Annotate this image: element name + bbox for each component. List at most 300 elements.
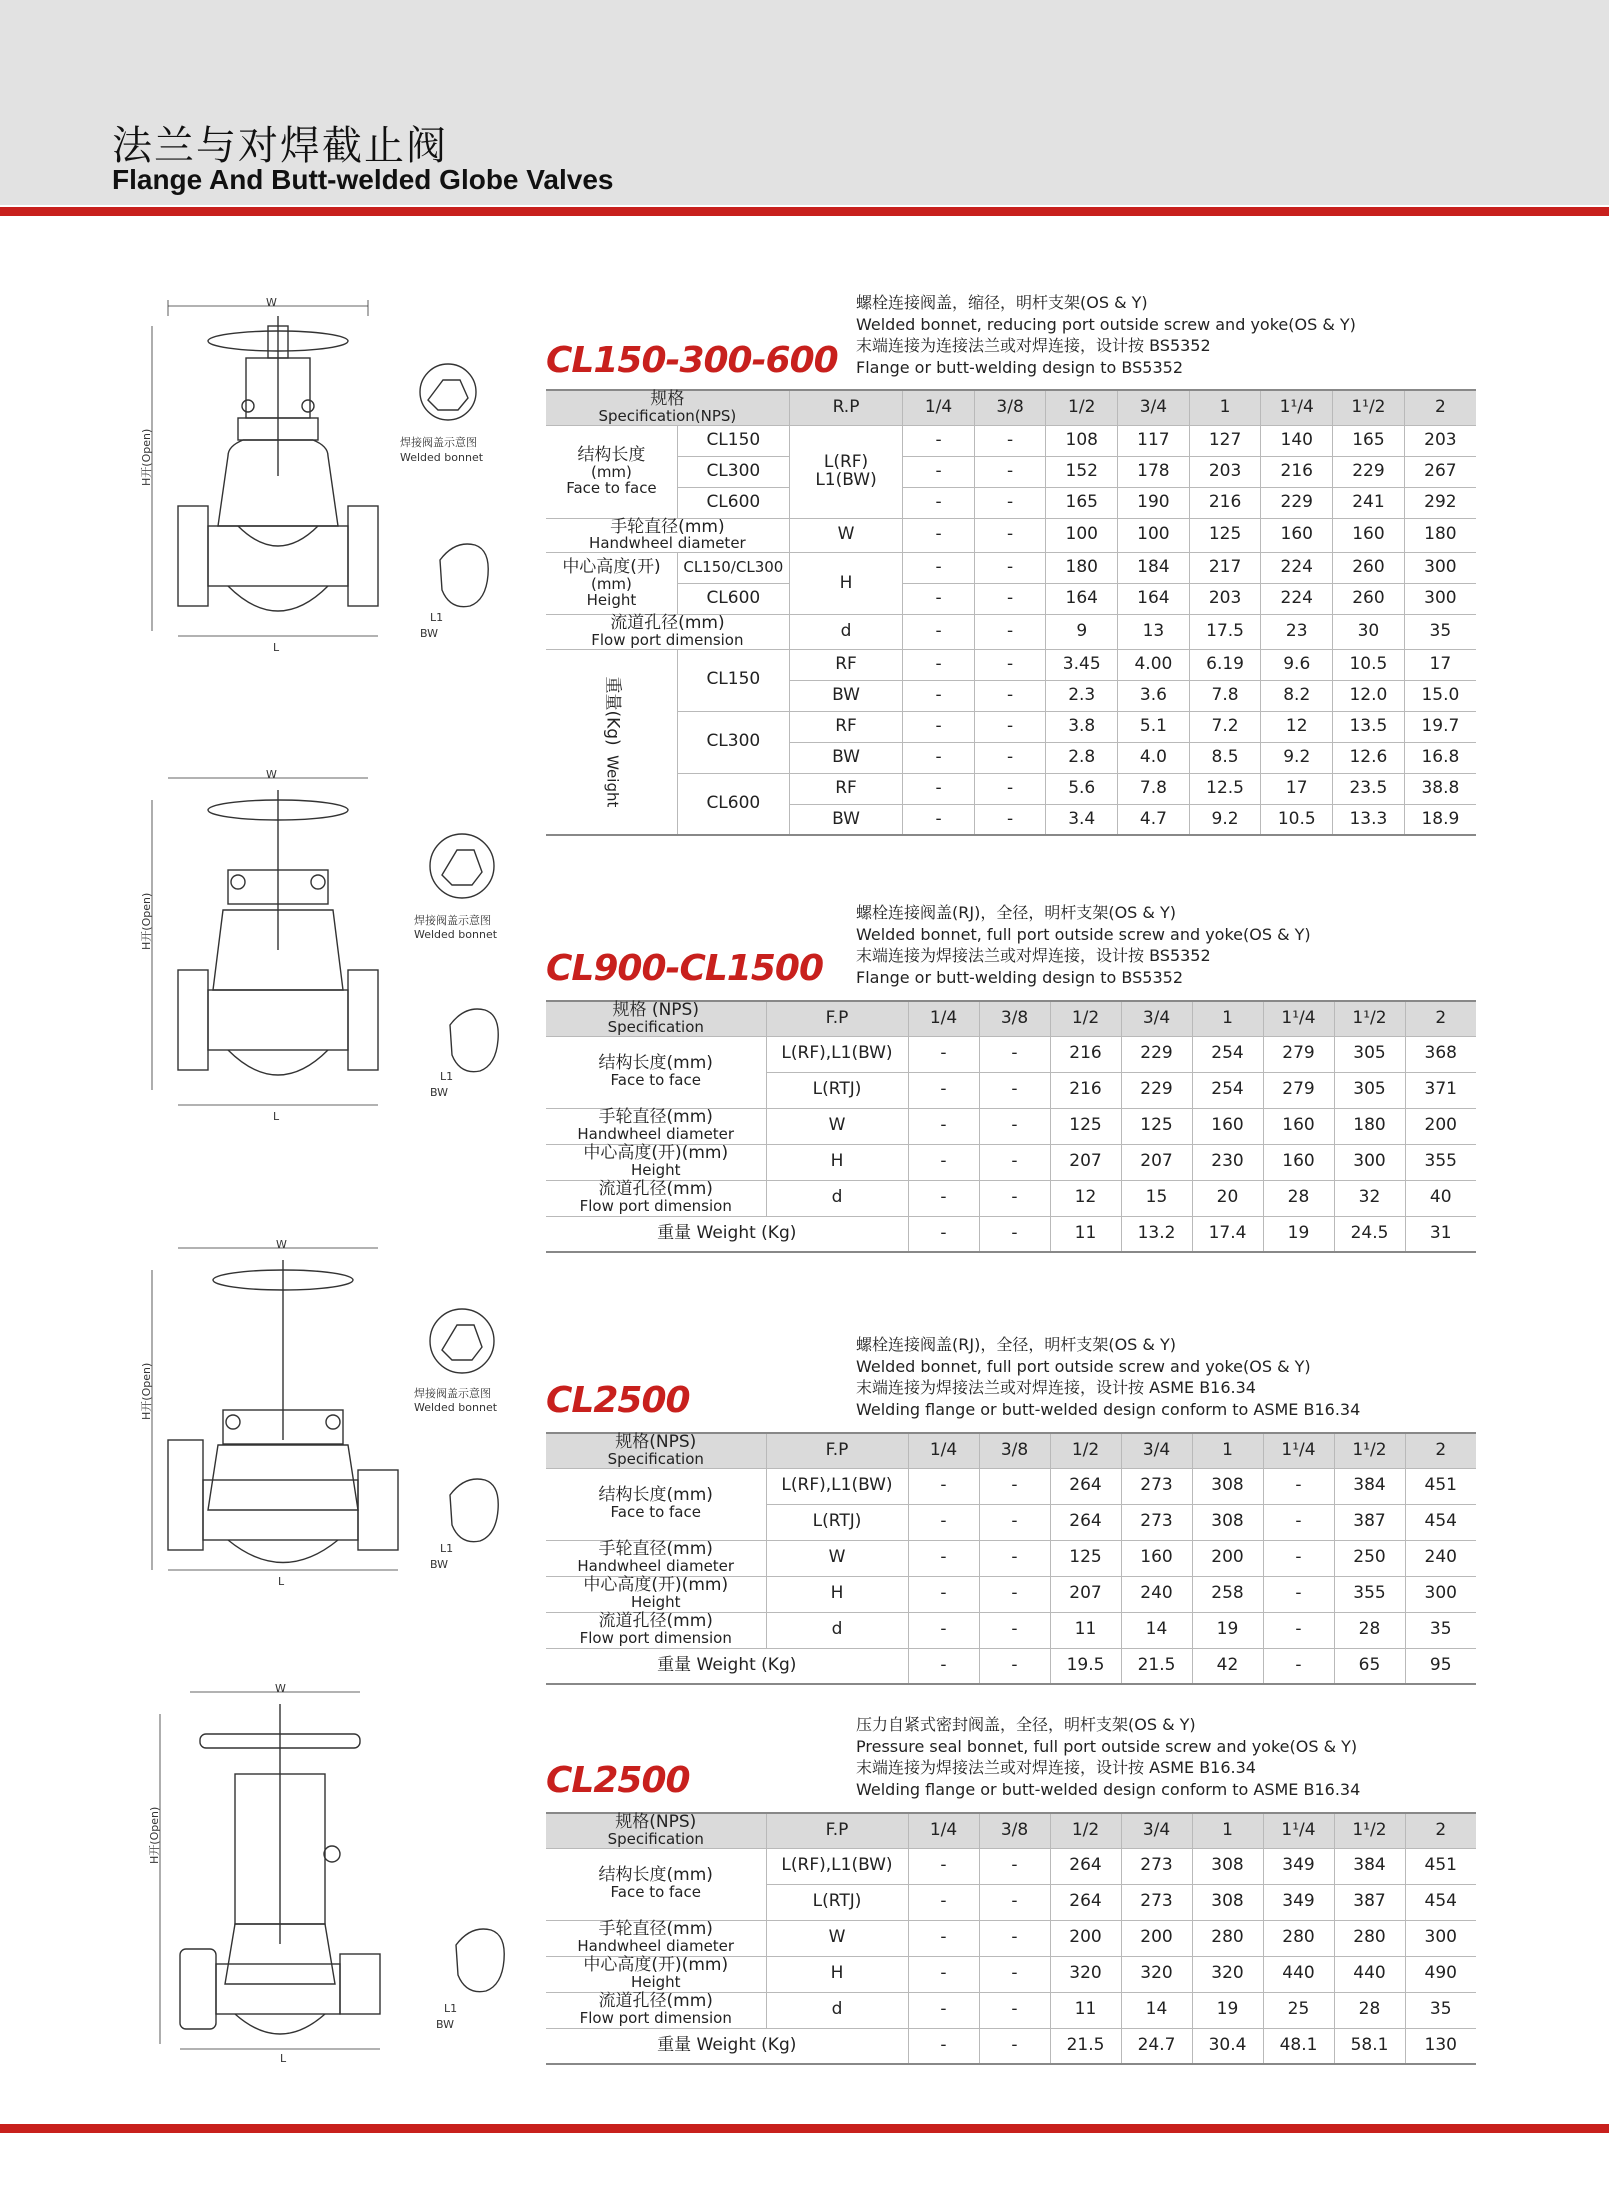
table-cell: 9.2 (1189, 804, 1261, 835)
weight-label: 重量 Weight (Kg) (546, 2028, 908, 2064)
size-header: 2 (1405, 1813, 1476, 1848)
ftf-label: 结构长度(mm) Face to face (546, 1848, 766, 1920)
flowport-symbol: d (789, 615, 902, 650)
table-cell: 207 (1121, 1144, 1192, 1180)
table-cell: 160 (1333, 518, 1405, 553)
spec-table-2 (546, 1000, 1476, 1253)
table-cell: 11 (1050, 1216, 1121, 1252)
table-cell: 240 (1405, 1540, 1476, 1576)
hw-symbol: W (766, 1540, 908, 1576)
flowport-label: 流道孔径(mm) Flow port dimension (546, 615, 789, 650)
size-header: 3/8 (979, 1813, 1050, 1848)
ftf-label: 结构长度 (mm) Face to face (546, 425, 677, 518)
page-title-en: Flange And Butt-welded Globe Valves (112, 164, 614, 195)
hw-label: 手轮直径(mm) Handwheel diameter (546, 1540, 766, 1576)
table-cell: 280 (1263, 1920, 1334, 1956)
spec-header: 规格(NPS) Specification (546, 1433, 766, 1468)
table-row (546, 1180, 1476, 1216)
table-row (546, 615, 1476, 650)
table-cell: 12.5 (1189, 773, 1261, 804)
table-cell: 454 (1405, 1884, 1476, 1920)
bonnet-label-cn-2: 焊接阀盖示意图 (414, 914, 491, 927)
series-description-3 (856, 1334, 1360, 1420)
table-cell: 28 (1334, 1612, 1405, 1648)
table-cell: - (908, 1920, 979, 1956)
table-row (546, 553, 1476, 584)
bw-end-detail-1 (420, 530, 510, 645)
table-cell: 19 (1192, 1992, 1263, 2028)
weight-label-cn: 重量(Kg) (602, 676, 623, 746)
dim-w-4: W (275, 1684, 286, 1695)
height-symbol: H (766, 1576, 908, 1612)
height-label: 中心高度(开)(mm) Height (546, 1956, 766, 1992)
ftf-label: 结构长度(mm) Face to face (546, 1468, 766, 1540)
size-header: 1/2 (1046, 390, 1118, 425)
table-row (546, 1956, 1476, 1992)
table-cell: 165 (1046, 487, 1118, 518)
height-symbol: H (766, 1956, 908, 1992)
table-cell: - (979, 1956, 1050, 1992)
table-cell: 273 (1121, 1468, 1192, 1504)
table-cell: - (908, 1036, 979, 1072)
dim-h-2: H开(Open) (140, 892, 153, 950)
table-cell: 19 (1263, 1216, 1334, 1252)
table-row (546, 773, 1476, 804)
table-cell: - (979, 1848, 1050, 1884)
table-cell: 23.5 (1333, 773, 1405, 804)
table-cell: 264 (1050, 1468, 1121, 1504)
table-cell: 184 (1118, 553, 1190, 584)
table-cell: 13.3 (1333, 804, 1405, 835)
size-header: 1¹/2 (1334, 1433, 1405, 1468)
table-cell: - (974, 425, 1046, 456)
table-cell: 152 (1046, 456, 1118, 487)
table-row (546, 1848, 1476, 1884)
table-cell: - (903, 680, 975, 711)
table-cell: - (908, 1576, 979, 1612)
page-header (0, 0, 1609, 205)
table-cell: 4.7 (1118, 804, 1190, 835)
table-cell: 180 (1334, 1108, 1405, 1144)
dim-w-3: W (276, 1240, 287, 1251)
class-cell: CL150 (677, 425, 789, 456)
table-cell: 3.45 (1046, 649, 1118, 680)
table-cell: 384 (1334, 1848, 1405, 1884)
table-cell: 9.2 (1261, 742, 1333, 773)
table-cell: 264 (1050, 1504, 1121, 1540)
table-cell: 125 (1050, 1540, 1121, 1576)
table-cell: 279 (1263, 1072, 1334, 1108)
height-symbol: H (766, 1144, 908, 1180)
table-cell: 224 (1261, 553, 1333, 584)
table-cell: 14 (1121, 1612, 1192, 1648)
table-cell: 7.8 (1118, 773, 1190, 804)
table-row (546, 1648, 1476, 1684)
table-cell: 2.8 (1046, 742, 1118, 773)
size-header: 3/8 (974, 390, 1046, 425)
size-header: 1¹/4 (1263, 1433, 1334, 1468)
size-header: 2 (1405, 1001, 1476, 1036)
table-header-row (546, 1001, 1476, 1036)
table-cell: 28 (1334, 1992, 1405, 2028)
size-header: 1/4 (908, 1433, 979, 1468)
valve-drawing-1 (128, 296, 428, 666)
table-cell: 320 (1192, 1956, 1263, 1992)
flowport-symbol: d (766, 1180, 908, 1216)
height-label: 中心高度(开)(mm) Height (546, 1144, 766, 1180)
table-cell: - (974, 711, 1046, 742)
table-cell: 384 (1334, 1468, 1405, 1504)
size-header: 3/4 (1118, 390, 1190, 425)
header-divider (0, 207, 1609, 216)
size-header: 1/4 (908, 1813, 979, 1848)
flowport-symbol: d (766, 1992, 908, 2028)
col-rp-header: R.P (789, 390, 902, 425)
table-cell: - (903, 615, 975, 650)
table-cell: 17.4 (1192, 1216, 1263, 1252)
bonnet-detail-3 (412, 1305, 522, 1420)
end-type: RF (789, 711, 902, 742)
table-cell: 279 (1263, 1036, 1334, 1072)
col-fp-header: F.P (766, 1001, 908, 1036)
page-title-cn: 法兰与对焊截止阀 (112, 123, 448, 169)
table-header-row (546, 390, 1476, 425)
table-cell: - (903, 425, 975, 456)
bonnet-detail-2 (412, 830, 522, 945)
footer-divider (0, 2124, 1609, 2133)
end-type: BW (789, 680, 902, 711)
table-cell: - (974, 487, 1046, 518)
table-cell: 19.5 (1050, 1648, 1121, 1684)
table-cell: 100 (1046, 518, 1118, 553)
spec-table-4 (546, 1812, 1476, 2065)
table-cell: 200 (1121, 1920, 1192, 1956)
table-cell: 5.1 (1118, 711, 1190, 742)
dim-bw-4: BW (436, 2018, 455, 2030)
table-row (546, 1108, 1476, 1144)
table-cell: 3.8 (1046, 711, 1118, 742)
table-cell: 11 (1050, 1992, 1121, 2028)
table-cell: 13 (1118, 615, 1190, 650)
table-cell: 160 (1192, 1108, 1263, 1144)
table-cell: 15 (1121, 1180, 1192, 1216)
series-description-1 (856, 292, 1356, 378)
table-cell: 30.4 (1192, 2028, 1263, 2064)
table-cell: 308 (1192, 1848, 1263, 1884)
table-cell: 13.2 (1121, 1216, 1192, 1252)
flowport-label: 流道孔径(mm) Flow port dimension (546, 1180, 766, 1216)
table-cell: - (979, 1468, 1050, 1504)
table-cell: - (974, 584, 1046, 615)
table-cell: 217 (1189, 553, 1261, 584)
table-cell: 28 (1263, 1180, 1334, 1216)
table-cell: 12 (1261, 711, 1333, 742)
table-cell: 250 (1334, 1540, 1405, 1576)
dim-l1-2: L1 (440, 1070, 454, 1083)
table-cell: 13.5 (1333, 711, 1405, 742)
bonnet-detail-1 (398, 360, 508, 470)
table-cell: - (979, 1992, 1050, 2028)
table-cell: - (908, 1992, 979, 2028)
table-cell: - (979, 1920, 1050, 1956)
table-cell: 7.8 (1189, 680, 1261, 711)
ftf-symbol: L(RTJ) (766, 1884, 908, 1920)
desc-line: Pressure seal bonnet, full port outside screw and yoke(OS & Y) (856, 1736, 1358, 1756)
table-cell: 200 (1050, 1920, 1121, 1956)
table-cell: 280 (1192, 1920, 1263, 1956)
size-header: 1 (1192, 1813, 1263, 1848)
table-cell: 216 (1189, 487, 1261, 518)
table-cell: 31 (1405, 1216, 1476, 1252)
table-cell: 300 (1405, 1920, 1476, 1956)
table-cell: - (974, 553, 1046, 584)
size-header: 3/8 (979, 1433, 1050, 1468)
size-header: 1¹/2 (1334, 1001, 1405, 1036)
table-cell: 17 (1404, 649, 1476, 680)
table-cell: - (974, 518, 1046, 553)
table-cell: 160 (1121, 1540, 1192, 1576)
dim-h-1: H开(Open) (140, 428, 153, 486)
col-fp-header: F.P (766, 1433, 908, 1468)
table-cell: 4.0 (1118, 742, 1190, 773)
table-cell: 216 (1261, 456, 1333, 487)
table-cell: 25 (1263, 1992, 1334, 2028)
table-cell: 20 (1192, 1180, 1263, 1216)
flowport-label: 流道孔径(mm) Flow port dimension (546, 1612, 766, 1648)
table-cell: 16.8 (1404, 742, 1476, 773)
ftf-symbol: L(RF),L1(BW) (766, 1848, 908, 1884)
table-cell: 355 (1334, 1576, 1405, 1612)
table-cell: 8.5 (1189, 742, 1261, 773)
table-cell: 440 (1334, 1956, 1405, 1992)
desc-line: Welding flange or butt-welded design conform to ASME B16.34 (856, 1779, 1361, 1799)
table-cell: 165 (1333, 425, 1405, 456)
table-cell: 203 (1404, 425, 1476, 456)
desc-line: 末端连接为焊接法兰或对焊连接，设计按 BS5352 (856, 946, 1211, 965)
size-header: 1/2 (1050, 1433, 1121, 1468)
table-row (546, 1576, 1476, 1612)
table-cell: - (979, 1648, 1050, 1684)
table-cell: 355 (1405, 1144, 1476, 1180)
table-cell: 160 (1263, 1144, 1334, 1180)
table-cell: 125 (1189, 518, 1261, 553)
end-type: RF (789, 649, 902, 680)
table-cell: 229 (1121, 1036, 1192, 1072)
end-type: BW (789, 804, 902, 835)
table-cell: 8.2 (1261, 680, 1333, 711)
size-header: 2 (1404, 390, 1476, 425)
table-row (546, 425, 1476, 456)
table-cell: 349 (1263, 1884, 1334, 1920)
table-cell: 4.00 (1118, 649, 1190, 680)
table-cell: 127 (1189, 425, 1261, 456)
height-label: 中心高度(开) (mm) Height (546, 553, 677, 615)
spec-header: 规格 (NPS) Specification (546, 1001, 766, 1036)
ftf-symbol: L(RF),L1(BW) (766, 1468, 908, 1504)
table-cell: 21.5 (1121, 1648, 1192, 1684)
size-header: 1¹/4 (1263, 1813, 1334, 1848)
table-cell: 3.4 (1046, 804, 1118, 835)
table-cell: 5.6 (1046, 773, 1118, 804)
table-cell: - (979, 1576, 1050, 1612)
table-cell: 240 (1121, 1576, 1192, 1612)
flowport-symbol: d (766, 1612, 908, 1648)
table-cell: 308 (1192, 1504, 1263, 1540)
table-cell: 349 (1263, 1848, 1334, 1884)
dim-l-2: L (273, 1110, 280, 1123)
size-header: 1 (1192, 1433, 1263, 1468)
table-cell: - (974, 649, 1046, 680)
table-cell: 178 (1118, 456, 1190, 487)
size-header: 1¹/4 (1261, 390, 1333, 425)
series-description-2 (856, 902, 1311, 988)
table-cell: 229 (1261, 487, 1333, 518)
class-cell: CL600 (677, 487, 789, 518)
table-cell: 180 (1046, 553, 1118, 584)
table-cell: - (979, 1108, 1050, 1144)
class-cell: CL150/CL300 (677, 553, 789, 584)
desc-line: 末端连接为连接法兰或对焊连接，设计按 BS5352 (856, 336, 1211, 355)
table-cell: 207 (1050, 1144, 1121, 1180)
hw-label: 手轮直径(mm) Handwheel diameter (546, 1108, 766, 1144)
table-cell: 300 (1334, 1144, 1405, 1180)
dim-w-1: W (266, 296, 277, 309)
end-type: RF (789, 773, 902, 804)
table-cell: 11 (1050, 1612, 1121, 1648)
hw-label: 手轮直径(mm) Handwheel diameter (546, 1920, 766, 1956)
series-title-1: CL150-300-600 (546, 340, 838, 381)
table-cell: 203 (1189, 584, 1261, 615)
table-cell: 3.6 (1118, 680, 1190, 711)
table-cell: 260 (1333, 553, 1405, 584)
table-row (546, 1612, 1476, 1648)
desc-line: Welded bonnet, reducing port outside screw and yoke(OS & Y) (856, 314, 1356, 334)
table-cell: 320 (1050, 1956, 1121, 1992)
desc-line: 末端连接为焊接法兰或对焊连接，设计按 ASME B16.34 (856, 1758, 1256, 1777)
table-cell: 23 (1261, 615, 1333, 650)
desc-line: 螺栓连接阀盖，缩径，明杆支架(OS & Y) (856, 293, 1148, 312)
table-cell: 18.9 (1404, 804, 1476, 835)
table-row (546, 1468, 1476, 1504)
hw-symbol: W (766, 1920, 908, 1956)
table-cell: 12 (1050, 1180, 1121, 1216)
desc-line: 末端连接为焊接法兰或对焊连接，设计按 ASME B16.34 (856, 1378, 1256, 1397)
desc-line: Flange or butt-welding design to BS5352 (856, 357, 1183, 377)
dim-l-1: L (273, 641, 280, 654)
bonnet-label-cn-1: 焊接阀盖示意图 (400, 436, 477, 449)
table-cell: - (908, 1504, 979, 1540)
table-cell: - (908, 1540, 979, 1576)
table-cell: - (979, 1216, 1050, 1252)
table-cell: 264 (1050, 1848, 1121, 1884)
table-cell: - (974, 804, 1046, 835)
table-cell: - (903, 487, 975, 518)
table-cell: 7.2 (1189, 711, 1261, 742)
dim-h-4: H开(Open) (148, 1806, 161, 1864)
table-cell: - (908, 1468, 979, 1504)
desc-line: Welded bonnet, full port outside screw and yoke(OS & Y) (856, 1356, 1311, 1376)
size-header: 1 (1192, 1001, 1263, 1036)
table-cell: 305 (1334, 1036, 1405, 1072)
spec-table-1 (546, 389, 1476, 836)
size-header: 1/4 (903, 390, 975, 425)
table-cell: 300 (1404, 553, 1476, 584)
table-cell: - (903, 773, 975, 804)
table-cell: - (903, 804, 975, 835)
table-cell: 258 (1192, 1576, 1263, 1612)
size-header: 1¹/4 (1263, 1001, 1334, 1036)
table-cell: 305 (1334, 1072, 1405, 1108)
table-cell: 273 (1121, 1504, 1192, 1540)
table-cell: 10.5 (1261, 804, 1333, 835)
table-cell: 368 (1405, 1036, 1476, 1072)
ftf-label: 结构长度(mm) Face to face (546, 1036, 766, 1108)
table-cell: - (903, 553, 975, 584)
table-cell: 308 (1192, 1884, 1263, 1920)
dim-l1-3: L1 (440, 1542, 454, 1555)
table-cell: 10.5 (1333, 649, 1405, 680)
table-cell: - (974, 615, 1046, 650)
table-cell: - (979, 1180, 1050, 1216)
table-cell: 58.1 (1334, 2028, 1405, 2064)
table-cell: 164 (1118, 584, 1190, 615)
table-cell: 454 (1405, 1504, 1476, 1540)
table-cell: 130 (1405, 2028, 1476, 2064)
dim-bw-3: BW (430, 1558, 449, 1571)
ftf-symbol: L(RF),L1(BW) (766, 1036, 908, 1072)
hw-symbol: W (766, 1108, 908, 1144)
table-cell: 308 (1192, 1468, 1263, 1504)
table-cell: - (908, 1848, 979, 1884)
table-cell: 35 (1404, 615, 1476, 650)
table-cell: 203 (1189, 456, 1261, 487)
table-cell: 6.19 (1189, 649, 1261, 680)
table-cell: 19.7 (1404, 711, 1476, 742)
table-cell: 19 (1192, 1612, 1263, 1648)
table-cell: 65 (1334, 1648, 1405, 1684)
size-header: 1/4 (908, 1001, 979, 1036)
table-cell: 300 (1404, 584, 1476, 615)
table-header-row (546, 1433, 1476, 1468)
table-cell: - (908, 1612, 979, 1648)
table-cell: 387 (1334, 1884, 1405, 1920)
bw-end-detail-3 (430, 1470, 520, 1580)
table-cell: - (979, 1504, 1050, 1540)
table-row (546, 1920, 1476, 1956)
table-cell: 207 (1050, 1576, 1121, 1612)
table-cell: 229 (1333, 456, 1405, 487)
height-symbol: H (789, 553, 902, 615)
table-cell: 14 (1121, 1992, 1192, 2028)
table-cell: 12.6 (1333, 742, 1405, 773)
table-cell: 371 (1405, 1072, 1476, 1108)
desc-line: 压力自紧式密封阀盖，全径，明杆支架(OS & Y) (856, 1715, 1196, 1734)
table-cell: - (974, 456, 1046, 487)
dim-bw-1: BW (420, 627, 439, 640)
table-cell: 224 (1261, 584, 1333, 615)
weight-label (546, 649, 677, 835)
class-cell: CL300 (677, 456, 789, 487)
table-cell: 30 (1333, 615, 1405, 650)
bonnet-label-en-2: Welded bonnet (414, 928, 498, 941)
table-cell: 440 (1263, 1956, 1334, 1992)
table-cell: - (1263, 1468, 1334, 1504)
table-cell: - (974, 773, 1046, 804)
table-cell: - (903, 742, 975, 773)
spec-header: 规格 Specification(NPS) (546, 390, 789, 425)
table-cell: - (908, 1884, 979, 1920)
table-cell: - (908, 1216, 979, 1252)
